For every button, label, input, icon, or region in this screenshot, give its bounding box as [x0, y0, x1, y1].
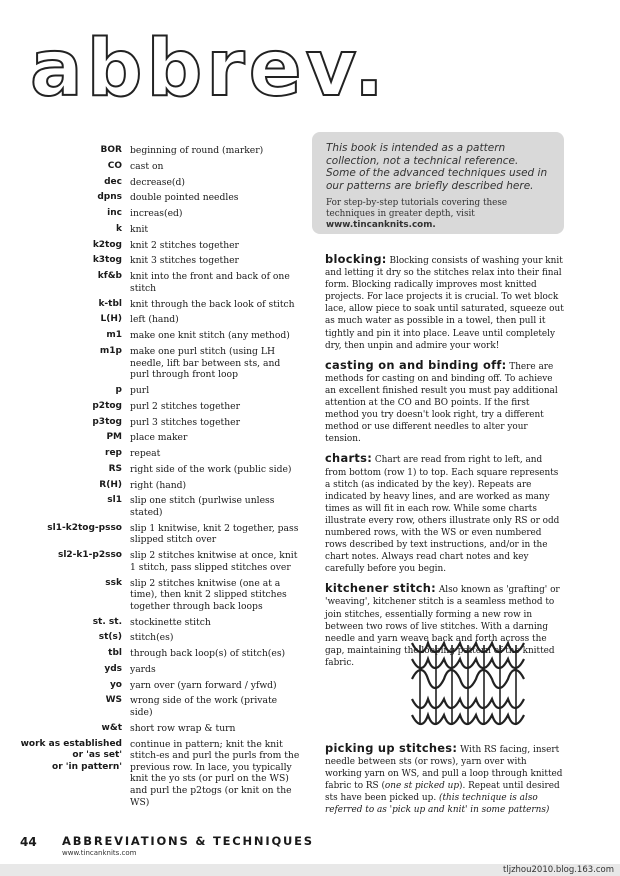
abbreviation-term: yo [109, 679, 122, 690]
abbreviation-definition: slip 1 knitwise, knit 2 together, pass slipped stitch over [130, 522, 299, 546]
abbreviation-row [20, 401, 300, 413]
abbreviation-definition: purl 3 stitches together [130, 416, 240, 428]
abbreviation-definition: make one purl stitch (using LH needle, lift bar between sts, and purl through front loop [130, 345, 281, 381]
abbreviation-row [20, 480, 300, 492]
abbreviation-term: st(s) [98, 632, 122, 643]
abbreviation-row [20, 346, 300, 381]
abbreviation-term: WS [105, 695, 122, 706]
abbreviation-definition: right (hand) [130, 479, 187, 491]
abbreviation-row [20, 617, 300, 629]
abbreviation-term: sl2-k1-p2sso [57, 550, 122, 561]
abbreviation-term: k [116, 223, 122, 234]
abbreviation-row [20, 523, 300, 546]
section-body: Blocking consists of washing your knit and letting it dry so the stitches relax into their final form. Blocking radically improves most knitted projects. For lace projects it is crucial. To wet block lace, allow piece to soak until saturated, squeeze out as much water as possible in a towel, then pull it tightly and pin it into place. Leave until completely dry, then unpin and admire your work! [325, 256, 564, 351]
callout-sub-lead: For step-by-step tutorials covering these techniques in greater depth, visit [326, 198, 508, 220]
technique-section [325, 253, 565, 352]
abbreviation-definition: yards [130, 663, 156, 675]
abbreviation-row [20, 208, 300, 220]
abbreviation-row [20, 648, 300, 660]
abbreviation-term: k-tbl [98, 298, 122, 309]
abbreviation-row [20, 432, 300, 444]
abbreviation-row [20, 495, 300, 518]
watermark-text: tljzhou2010.blog.163.com [503, 865, 614, 875]
abbreviation-term: k2tog [92, 239, 122, 250]
abbreviation-row [20, 224, 300, 236]
abbreviation-term: rep [105, 448, 122, 459]
abbreviation-row [20, 161, 300, 173]
abbreviation-row [20, 680, 300, 692]
abbreviation-definition: beginning of round (marker) [130, 145, 264, 156]
abbreviation-term: inc [107, 208, 122, 219]
abbreviation-term: RS [108, 463, 122, 474]
footer-url-link[interactable]: www.tincanknits.com [62, 849, 137, 857]
callout-main-text: This book is intended as a pattern collection, not a technical reference. Some of the advanced techniques used in our patterns are briefly described here. [326, 142, 548, 192]
abbreviation-row [20, 723, 300, 735]
abbreviation-row [20, 632, 300, 644]
section-heading: kitchener stitch: [325, 581, 437, 596]
abbreviation-row [20, 177, 300, 189]
abbreviation-row [20, 255, 300, 267]
abbreviation-definition: stockinette stitch [130, 616, 211, 628]
abbreviation-definition: knit 3 stitches together [130, 255, 239, 267]
abbreviation-term: p3tog [92, 416, 122, 427]
picking-italic-1: one st picked up [384, 781, 460, 792]
abbreviation-definition: yarn over (yarn forward / yfwd) [130, 679, 277, 691]
abbreviation-row [20, 385, 300, 397]
picking-body-1: With RS facing, insert needle between sts (or rows), yarn over with working yarn on WS, and pull a loop through knitted fabric to RS ( [325, 745, 563, 792]
abbreviation-row [20, 464, 300, 476]
abbreviation-term: yds [104, 663, 122, 674]
abbreviation-row [20, 271, 300, 294]
abbreviation-term: p [115, 384, 122, 395]
abbreviation-definition: double pointed needles [130, 192, 239, 204]
abbreviation-term: R(H) [99, 479, 122, 490]
abbreviation-row [20, 240, 300, 252]
abbreviation-row [20, 578, 300, 613]
abbreviation-definition: repeat [130, 448, 161, 460]
section-heading: blocking: [325, 252, 387, 266]
section-body: There are methods for casting on and binding off. To achieve an excellent finished result you must pay additional attention at the CO and BO points. If the first method you try doesn't look right, try a different method or use different needles to alter your tension. [325, 361, 558, 445]
abbreviation-definition: short row wrap & turn [130, 722, 236, 734]
page-number: 44 [20, 835, 37, 849]
section-heading: casting on and binding off: [325, 357, 507, 372]
abbreviation-term: st. st. [92, 616, 122, 627]
abbreviation-term: sl1 [107, 495, 122, 506]
abbreviation-term: m1p [99, 345, 122, 356]
section-body: Also known as 'grafting' or 'weaving', kitchener stitch is a seamless method to join stitches, essentially forming a new row in between two rows of live stitches. With a darning needle and yarn weave back and forth across the gap, maintaining the looping pattern of the knitted fabric. [325, 585, 560, 668]
abbreviation-term: tbl [108, 648, 122, 659]
technique-section [325, 359, 565, 446]
abbreviation-row [20, 448, 300, 460]
abbreviation-definition: purl [130, 384, 150, 396]
callout-url-link[interactable]: www.tincanknits.com. [326, 220, 436, 231]
abbreviation-definition: slip one stitch (purlwise unless stated) [130, 495, 275, 518]
abbreviation-definition: right side of the work (public side) [130, 463, 292, 475]
abbreviation-definition: make one knit stitch (any method) [130, 330, 290, 342]
abbreviation-row [20, 739, 300, 809]
abbreviation-row [20, 664, 300, 676]
abbreviation-definition: decrease(d) [130, 176, 185, 188]
section-body: Chart are read from right to left, and from bottom (row 1) to top. Each square represents a stitch (as indicated by the key). Repeats are indicated by heavy lines, and are worked as many times as will fit in each row. While some charts illustrate every row, others illustrate only RS or odd numbered rows, with the WS or even numbered rows described by text instructions, and/or in the chart notes. Always read chart notes and key carefully before you begin. [325, 455, 560, 575]
picking-italic-2: (this technique is also referred to as 'pick up and knit' in some patterns) [325, 793, 550, 816]
abbreviation-term: BOR [100, 145, 122, 155]
footer-section-title: ABBREVIATIONS & TECHNIQUES [62, 834, 314, 848]
abbreviation-definition: slip 2 stitches knitwise (one at a time), then knit 2 slipped stitches together through back loops [130, 577, 287, 612]
kitchener-stitch-illustration [408, 637, 532, 730]
abbreviation-definition: knit into the front and back of one stitch [130, 271, 290, 294]
picking-up-stitches-section [325, 742, 565, 817]
abbreviation-definition: slip 2 stitches knitwise at once, knit 1 stitch, pass slipped stitches over [130, 550, 298, 573]
abbreviation-definition: wrong side of the work (private side) [130, 695, 278, 718]
technique-section [325, 452, 565, 575]
abbreviation-definition: cast on [130, 160, 164, 172]
abbreviation-row [20, 330, 300, 342]
abbreviation-definition: knit through the back look of stitch [130, 298, 295, 310]
abbreviation-term: dec [104, 176, 122, 187]
abbreviation-row [20, 550, 300, 573]
abbreviation-definition: knit [130, 223, 149, 235]
picking-heading: picking up stitches: [325, 741, 458, 755]
abbreviation-row [20, 695, 300, 718]
abbreviation-term: L(H) [100, 314, 122, 325]
abbreviation-term: sl1-k2tog-psso [47, 522, 122, 533]
abbreviation-term: m1 [106, 330, 122, 341]
callout-sub-text [326, 198, 550, 231]
abbreviation-term: kf&b [97, 271, 122, 282]
abbreviation-definition: purl 2 stitches together [130, 400, 240, 412]
abbreviation-definition: continue in pattern; knit the knit stitch-es and purl the purls from the previous row. In lace, you typically knit the yo sts (or purl on the WS) and purl the p2togs (or knit on the WS) [130, 738, 300, 808]
abbreviation-term: work as established or 'as set' or 'in pattern' [20, 738, 122, 772]
section-heading: charts: [325, 451, 373, 466]
abbreviation-term: ssk [105, 577, 122, 588]
abbreviation-term: PM [106, 432, 122, 443]
abbreviation-list [20, 145, 300, 812]
intro-callout [312, 132, 564, 234]
abbreviation-definition: place maker [130, 432, 188, 444]
abbreviation-row [20, 314, 300, 326]
abbreviation-term: k3tog [92, 255, 122, 266]
abbreviation-definition: increas(ed) [130, 208, 183, 220]
abbreviation-definition: left (hand) [130, 314, 179, 326]
abbreviation-definition: stitch(es) [130, 632, 174, 644]
abbreviation-row [20, 299, 300, 311]
picking-body-2: ). Repeat until desired sts have been picked up. [325, 781, 560, 804]
abbreviation-term: w&t [101, 722, 122, 733]
technique-sections [325, 253, 565, 676]
abbreviation-row [20, 192, 300, 204]
page-title: abbrev. [30, 24, 388, 114]
abbreviation-term: CO [107, 160, 122, 171]
abbreviation-definition: knit 2 stitches together [130, 239, 239, 251]
abbreviation-row [20, 417, 300, 429]
abbreviation-row [20, 145, 300, 157]
abbreviation-term: dpns [97, 192, 122, 203]
abbreviation-term: p2tog [92, 400, 122, 411]
abbreviation-definition: through back loop(s) of stitch(es) [130, 648, 286, 660]
